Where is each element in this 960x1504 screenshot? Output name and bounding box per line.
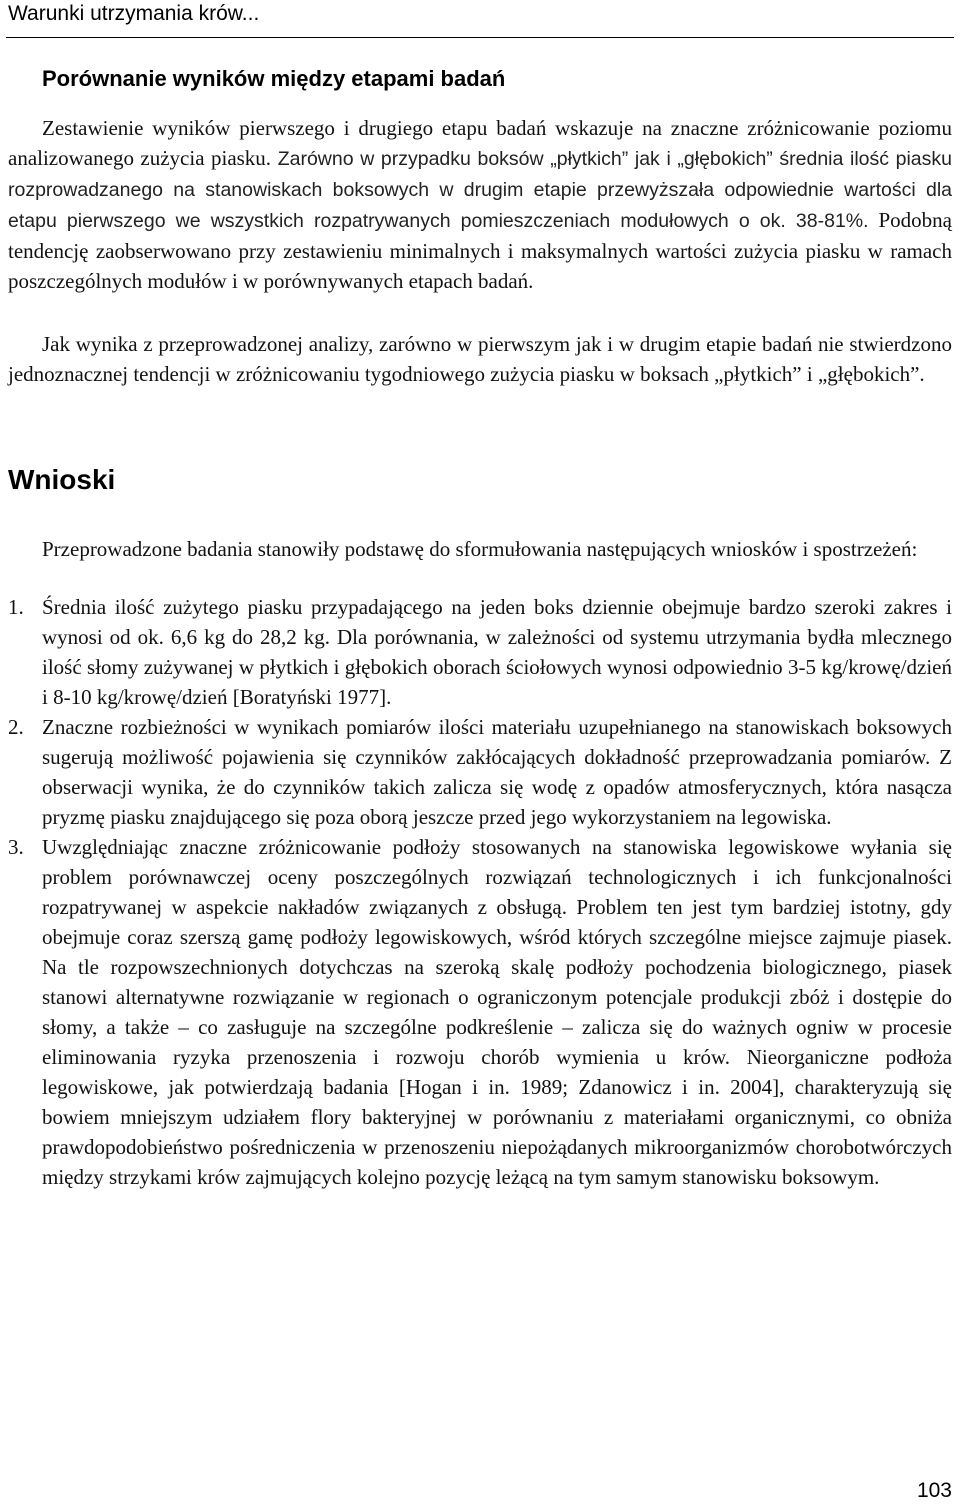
conclusion-number: 3. [8, 835, 24, 859]
section-heading-comparison: Porównanie wyników między etapami badań [42, 66, 506, 91]
conclusion-text: Znaczne rozbieżności w wynikach pomiarów ilości materiału uzupełnianego na stanowiskach boksowych sugerują możliwość pojawienia się czynników zakłócających dokładność przeprowadzania pomiarów. Z obserwacji wynika, że do czynników takich zalicza się wodę z opadów atmosferycznych, która nasącza pryzmę piasku znajdującego się poza oborą jeszcze przed jego wykorzystaniem na legowiska. [42, 715, 952, 829]
conclusion-number: 1. [8, 595, 24, 619]
conclusion-item [8, 592, 952, 712]
conclusion-text: Uwzględniając znaczne zróżnicowanie podłoży stosowanych na stanowiska legowiskowe wyłania się problem porównawczej oceny poszczególnych rozwiązań technologicznych i ich funkcjonalności rozpatrywanej w aspekcie nakładów związanych z obsługą. Problem ten jest tym bardziej istotny, gdy obejmuje coraz szerszą gamę podłoży legowiskowych, wśród których szczególne miejsce zajmuje piasek. Na tle rozpowszechnionych dotychczas na szeroką skalę podłoży pochodzenia biologicznego, piasek stanowi alternatywne rozwiązanie w regionach o ograniczonym potencjale produkcji zbóż i dostępie do słomy, a także – co zasługuje na szczególne podkreślenie – zalicza się do ważnych ogniw w procesie eliminowania ryzyka przenoszenia i rozwoju chorób wymienia u krów. Nieorganiczne podłoża legowiskowe, jak potwierdzają badania [Hogan i in. 1989; Zdanowicz i in. 2004], charakteryzują się bowiem mniejszym udziałem flory bakteryjnej w porównaniu z materiałami organicznymi, co obniża prawdopodobieństwo pośredniczenia w przenoszeniu niepożądanych mikroorganizmów chorobotwórczych między strzykami krów zajmujących kolejno pozycję leżącą na tym samym stanowisku boksowym. [42, 835, 952, 1189]
conclusions-list [8, 592, 952, 1192]
conclusion-item [8, 832, 952, 1192]
paragraph-comparison-trend: Podobną tendencję zaobserwowano przy zestawieniu minimalnych i maksymalnych wartości zużycia piasku w ramach poszczególnych modułów i w porównywanych etapach badań. [8, 208, 953, 293]
paragraph-comparison-detail: Zarówno w przypadku boksów „płytkich” jak i „głębokich” średnia ilość piasku rozprowadzanego na stanowiskach boksowych w drugim etapie przewyższała odpowiednie wartości dla etapu pierwszego we wszystkich rozpatrywanych pomieszczeniach modułowych o ok. 38-81%. [8, 148, 952, 232]
header-rule [6, 37, 954, 38]
paragraph-comparison-intro: Zestawienie wyników pierwszego i drugiego etapu badań wskazuje na znaczne zróżnicowanie poziomu analizowanego zużycia piasku. [8, 116, 952, 170]
conclusion-text: Średnia ilość zużytego piasku przypadającego na jeden boks dziennie obejmuje bardzo szeroki zakres i wynosi od ok. 6,6 kg do 28,2 kg. Dla porównania, w zależności od systemu utrzymania bydła mlecznego ilość słomy zużywanej w płytkich i głębokich oborach ściołowych wynosi odpowiednio 3-5 kg/krowę/dzień i 8-10 kg/krowę/dzień [Boratyński 1977]. [42, 595, 952, 709]
page-number: 103 [916, 1479, 952, 1502]
conclusion-number: 2. [8, 715, 24, 739]
section-heading-conclusions: Wnioski [8, 464, 116, 495]
running-header: Warunki utrzymania krów... [8, 2, 260, 25]
conclusion-item [8, 712, 952, 832]
conclusions-intro: Przeprowadzone badania stanowiły podstawę do sformułowania następujących wniosków i spostrzeżeń: [42, 537, 918, 561]
paragraph-comparison-summary [8, 113, 952, 296]
paragraph-analysis: Jak wynika z przeprowadzonej analizy, zarówno w pierwszym jak i w drugim etapie badań nie stwierdzono jednoznacznej tendencji w zróżnicowaniu tygodniowego zużycia piasku w boksach „płytkich” i „głębokich”. [8, 332, 952, 386]
